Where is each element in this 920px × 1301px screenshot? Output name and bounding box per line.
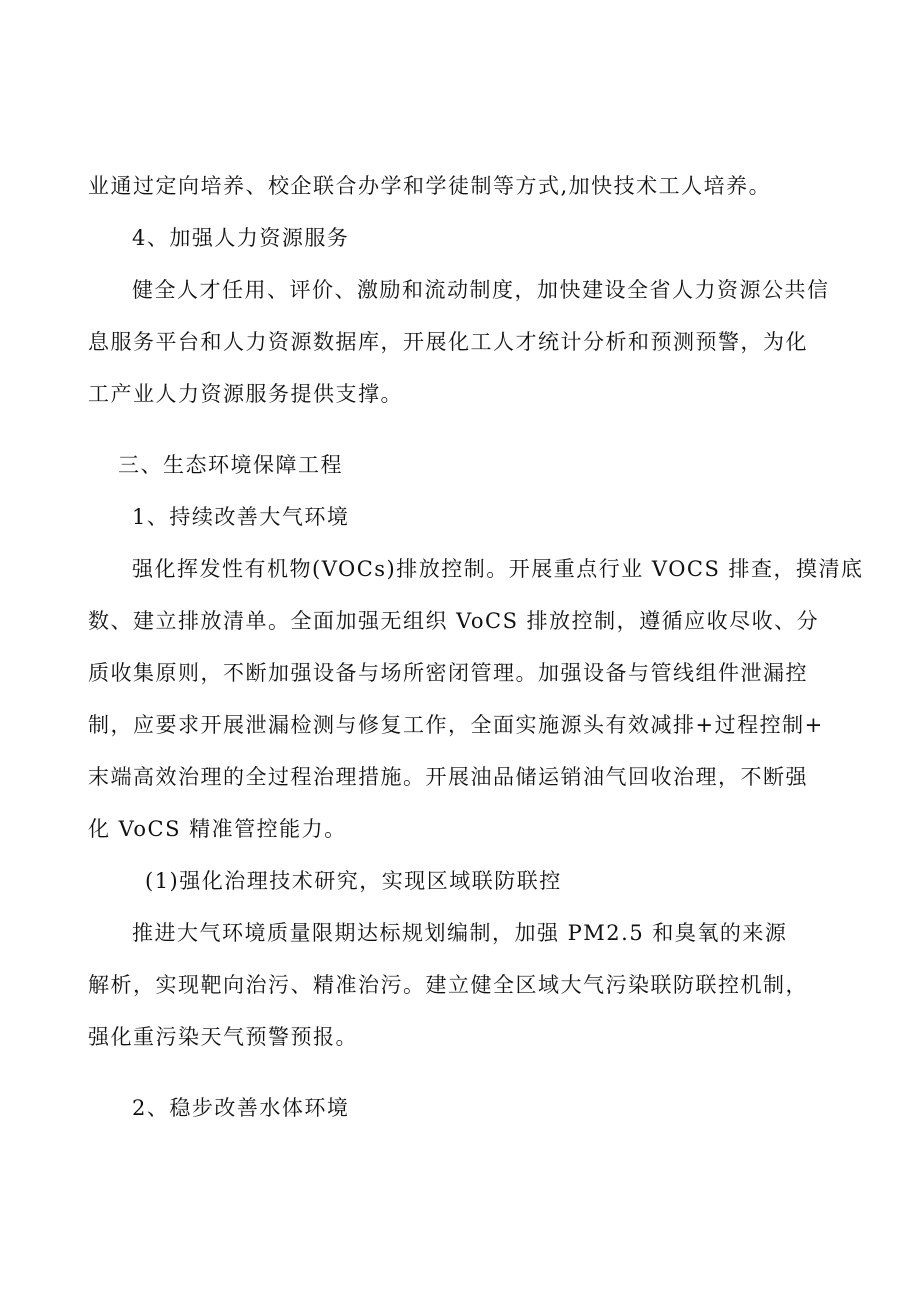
paragraph-joint-line-1: 推进大气环境质量限期达标规划编制，加强 PM2.5 和臭氧的来源 (132, 921, 788, 945)
heading-human-resources: 4、加强人力资源服务 (132, 226, 350, 250)
section-heading-ecology: 三、生态环境保障工程 (118, 453, 343, 477)
paragraph-vocs-line-4: 制，应要求开展泄漏检测与修复工作，全面实施源头有效减排+过程控制+ (88, 713, 824, 737)
paragraph-vocs-line-5: 末端高效治理的全过程治理措施。开展油品储运销油气回收治理，不断强 (88, 765, 808, 789)
heading-water-environment: 2、稳步改善水体环境 (132, 1096, 350, 1120)
paragraph-vocs-line-3: 质收集原则，不断加强设备与场所密闭管理。加强设备与管线组件泄漏控 (88, 661, 808, 685)
paragraph-joint-line-3: 强化重污染天气预警预报。 (88, 1025, 358, 1049)
paragraph-joint-line-2: 解析，实现靶向治污、精准治污。建立健全区域大气污染联防联控机制， (88, 973, 808, 997)
paragraph-vocs-line-1: 强化挥发性有机物(VOCs)排放控制。开展重点行业 VOCS 排查，摸清底 (132, 557, 864, 581)
paragraph-intro-line-1: 业通过定向培养、校企联合办学和学徒制等方式,加快技术工人培养。 (88, 174, 772, 198)
paragraph-hr-line-2: 息服务平台和人力资源数据库，开展化工人才统计分析和预测预警，为化 (88, 330, 808, 354)
paragraph-vocs-line-2: 数、建立排放清单。全面加强无组织 VoCS 排放控制，遵循应收尽收、分 (88, 609, 820, 633)
paragraph-hr-line-3: 工产业人力资源服务提供支撑。 (88, 382, 403, 406)
subheading-joint-control: (1)强化治理技术研究，实现区域联防联控 (145, 869, 562, 893)
paragraph-hr-line-1: 健全人才任用、评价、激励和流动制度，加快建设全省人力资源公共信 (132, 278, 830, 302)
paragraph-vocs-line-6: 化 VoCS 精准管控能力。 (88, 817, 347, 841)
heading-air-environment: 1、持续改善大气环境 (132, 505, 350, 529)
